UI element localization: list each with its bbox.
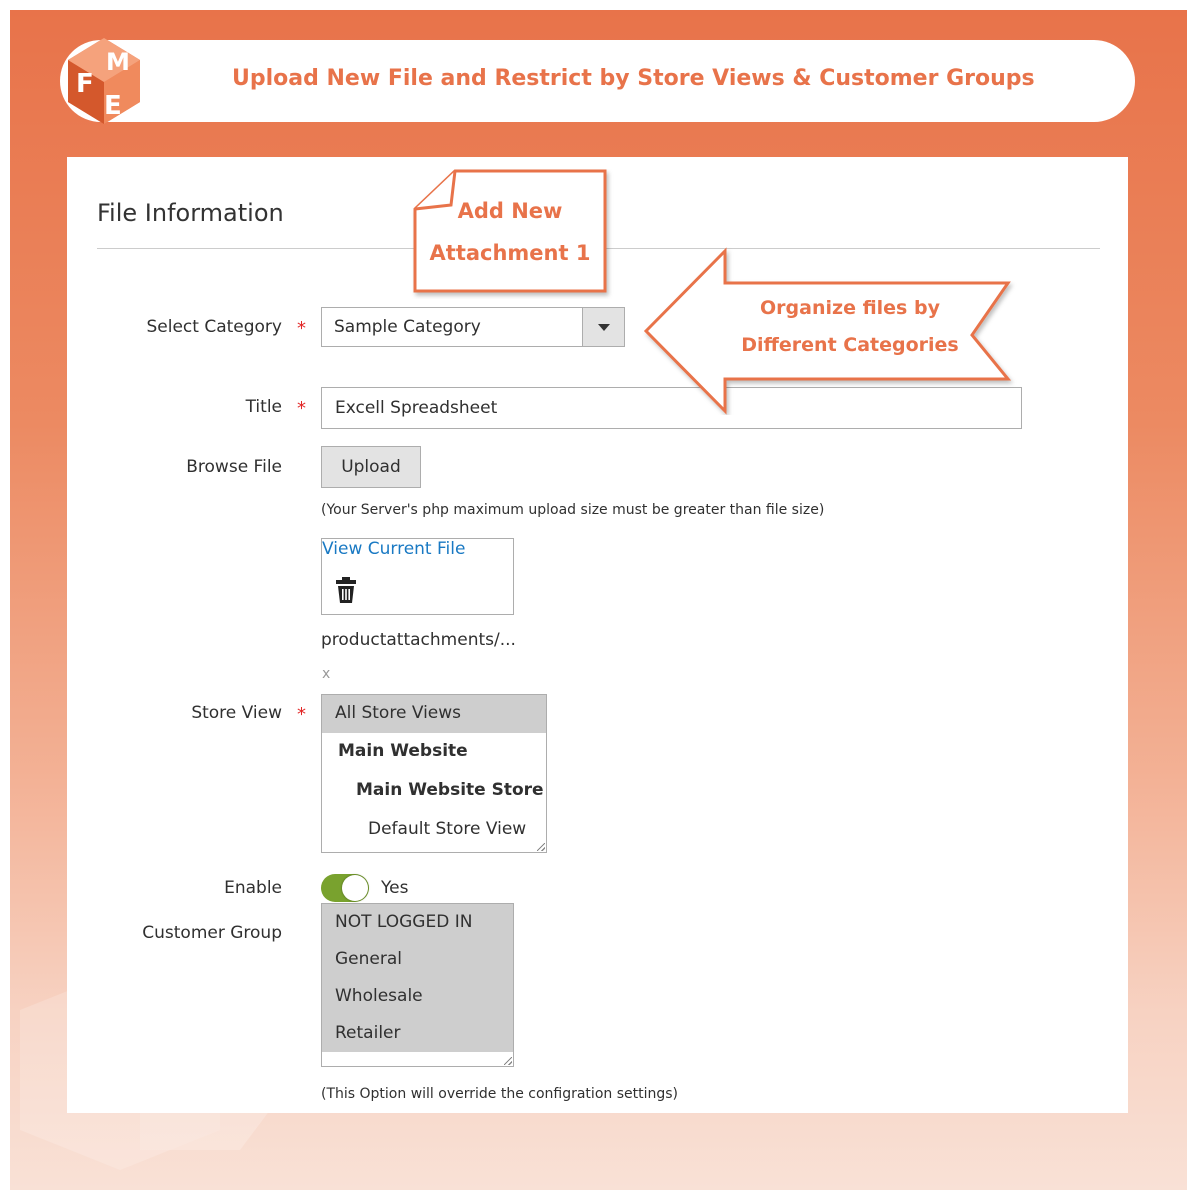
store-view-option-label: Main Website Store	[356, 780, 544, 800]
category-label: Select Category	[146, 317, 282, 337]
customer-group-option[interactable]: NOT LOGGED IN	[335, 912, 473, 932]
store-view-required-mark: *	[297, 704, 306, 725]
remove-file-button[interactable]: x	[322, 666, 331, 682]
left-arrow-callout-icon	[640, 245, 1020, 415]
toggle-knob	[342, 875, 368, 901]
category-select[interactable]	[321, 307, 625, 347]
title-input-value: Excell Spreadsheet	[335, 398, 498, 418]
upload-button[interactable]: Upload	[321, 446, 421, 488]
resize-handle[interactable]	[537, 843, 545, 851]
organize-files-callout	[640, 245, 1020, 415]
browse-file-label: Browse File	[186, 457, 282, 477]
category-required-mark: *	[297, 318, 306, 339]
store-view-option-label: Default Store View	[368, 819, 527, 839]
current-file-box	[321, 538, 514, 615]
customer-group-option[interactable]: Wholesale	[335, 986, 423, 1006]
store-view-multiselect[interactable]	[321, 694, 547, 853]
file-information-panel	[67, 157, 1128, 1113]
upload-size-note: (Your Server's php maximum upload size must be greater than file size)	[321, 502, 825, 518]
store-view-option[interactable]	[322, 811, 546, 849]
fme-cube-logo-icon	[48, 30, 160, 130]
chevron-down-icon[interactable]	[582, 308, 624, 346]
callout-organize-line1: Organize files by	[760, 297, 940, 319]
current-file-name: productattachments/...	[321, 630, 516, 650]
resize-handle[interactable]	[504, 1057, 512, 1065]
title-label: Title	[245, 397, 282, 417]
add-new-attachment-callout	[405, 169, 615, 299]
customer-group-option[interactable]: Retailer	[335, 1023, 401, 1043]
callout-add-new-line2: Attachment 1	[429, 241, 591, 265]
store-view-option-label: All Store Views	[335, 703, 462, 723]
svg-text:M: M	[106, 48, 130, 76]
view-current-file-link[interactable]: View Current File	[322, 539, 466, 559]
store-view-option[interactable]	[322, 772, 546, 810]
customer-group-note: (This Option will override the configration settings)	[321, 1086, 678, 1102]
svg-text:E: E	[104, 91, 122, 121]
enable-toggle[interactable]	[321, 874, 369, 902]
store-view-option[interactable]	[322, 733, 546, 771]
store-view-option[interactable]	[322, 695, 546, 733]
customer-group-scroll-area	[322, 1052, 513, 1066]
callout-add-new-line1: Add New	[457, 199, 563, 223]
store-view-option-label: Main Website	[338, 741, 468, 761]
title-required-mark: *	[297, 398, 306, 419]
enable-label: Enable	[224, 878, 282, 898]
page-background	[10, 10, 1187, 1190]
category-select-value: Sample Category	[334, 317, 481, 337]
enable-state-label: Yes	[381, 878, 409, 898]
customer-group-multiselect[interactable]	[321, 903, 514, 1067]
svg-text:F: F	[76, 69, 94, 99]
header-banner	[60, 40, 1135, 122]
customer-group-label: Customer Group	[142, 923, 282, 943]
callout-organize-line2: Different Categories	[741, 334, 959, 356]
banner-title: Upload New File and Restrict by Store Views & Customer Groups	[232, 66, 1035, 91]
store-view-label: Store View	[191, 703, 282, 723]
panel-title: File Information	[97, 199, 284, 227]
folded-note-icon	[405, 169, 615, 299]
customer-group-option[interactable]: General	[335, 949, 402, 969]
trash-icon[interactable]	[336, 577, 356, 603]
